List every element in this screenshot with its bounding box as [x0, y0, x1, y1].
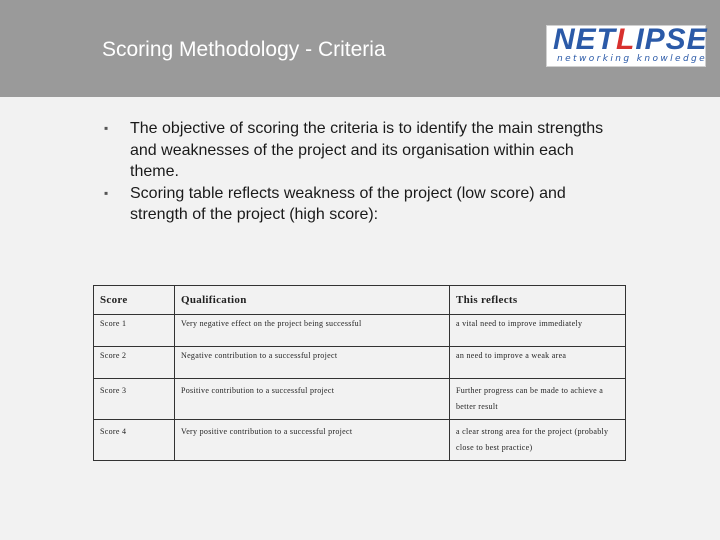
table-header-row — [94, 286, 626, 315]
bullet-item — [104, 118, 624, 183]
page-title: Scoring Methodology - Criteria — [102, 38, 386, 61]
logo-tagline: networking knowledge — [557, 54, 708, 64]
qualification-cell: Negative contribution to a successful project — [175, 347, 450, 379]
header-bar — [0, 0, 720, 97]
table-row — [94, 420, 626, 461]
header-this-reflects: This reflects — [450, 286, 626, 315]
logo-wordmark: NETLIPSE — [553, 23, 708, 56]
score-cell: Score 1 — [94, 315, 175, 347]
table-row — [94, 347, 626, 379]
bullet-text: Scoring table reflects weakness of the project (low score) and strength of the project (high score): — [130, 184, 566, 223]
bullet-item — [104, 183, 624, 226]
qualification-cell: Very negative effect on the project being successful — [175, 315, 450, 347]
qualification-cell: Positive contribution to a successful project — [175, 379, 450, 420]
header-score: Score — [94, 286, 175, 315]
table-row — [94, 315, 626, 347]
score-cell: Score 4 — [94, 420, 175, 461]
header-qualification: Qualification — [175, 286, 450, 315]
score-cell: Score 2 — [94, 347, 175, 379]
bullet-list — [104, 118, 624, 226]
bullet-square-icon: ▪ — [104, 185, 109, 200]
reflects-cell: a vital need to improve immediately — [450, 315, 626, 347]
score-cell: Score 3 — [94, 379, 175, 420]
table-row — [94, 379, 626, 420]
reflects-cell: Further progress can be made to achieve a better result — [450, 379, 626, 420]
bullet-text: The objective of scoring the criteria is to identify the main strengths and weaknesses of the project and its organisation within each theme. — [130, 120, 604, 180]
bullet-square-icon: ▪ — [104, 121, 109, 135]
qualification-cell: Very positive contribution to a successful project — [175, 420, 450, 461]
reflects-cell: an need to improve a weak area — [450, 347, 626, 379]
scoring-table — [93, 285, 626, 461]
netlipse-logo — [546, 25, 706, 67]
reflects-cell: a clear strong area for the project (probably close to best practice) — [450, 420, 626, 461]
